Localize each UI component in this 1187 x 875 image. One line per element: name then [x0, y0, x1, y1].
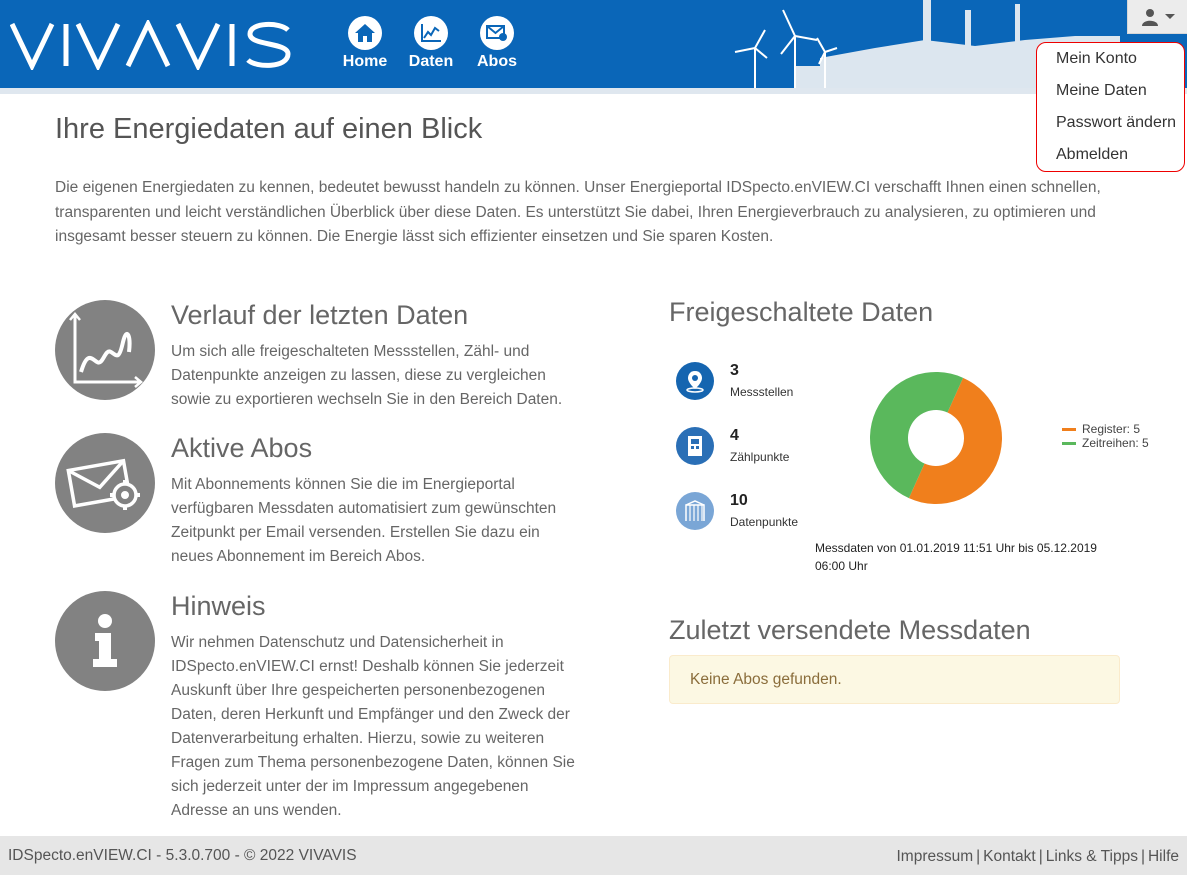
chevron-down-icon — [1165, 14, 1175, 19]
stat-zaehlpunkte-label: Zählpunkte — [730, 450, 790, 464]
footer-link-impressum[interactable]: Impressum — [896, 848, 974, 865]
menu-item-passwort-aendern[interactable]: Passwort ändern — [1056, 114, 1177, 131]
location-pin-icon — [676, 362, 714, 400]
feature-hinweis-title: Hinweis — [171, 591, 266, 621]
vivavis-logo[interactable] — [10, 20, 295, 70]
legend-label-register: Register: 5 — [1082, 422, 1141, 436]
footer-link-hilfe[interactable]: Hilfe — [1147, 848, 1179, 865]
nav-home-label: Home — [342, 53, 388, 70]
main-nav — [332, 16, 530, 71]
legend-label-zeitreihen: Zeitreihen: 5 — [1082, 436, 1149, 450]
feature-verlauf-text: Um sich alle freigeschalteten Messstellen, Zähl- und Datenpunkte anzeigen zu lassen, diese zu vergleichen sowie zu exportieren wechseln Sie in den Bereich Daten. — [171, 343, 563, 408]
legend-item-zeitreihen — [1062, 436, 1149, 450]
top-header — [0, 0, 1187, 88]
user-icon — [1141, 8, 1159, 26]
stat-datenpunkte-label: Datenpunkte — [730, 515, 799, 529]
legend-item-register — [1062, 422, 1149, 436]
recent-data-title: Zuletzt versendete Messdaten — [669, 615, 1031, 645]
nav-abos[interactable] — [464, 16, 530, 71]
chart-legend — [1062, 422, 1149, 450]
feature-hinweis-text: Wir nehmen Datenschutz und Datensicherheit in IDSpecto.enVIEW.CI ernst! Deshalb können Sie jederzeit Auskunft über Ihre gespeicherten personenbezogenen Daten, deren Herkunft und Empfänger und den Zweck der Datenverarbeitung erhalten. Hierzu, sowie zu weiteren Fragen zum Thema personenbezogene Daten, können Sie sich jederzeit unter der im Impressum angegebenen Adresse an uns wenden. — [171, 634, 575, 819]
nav-daten-label: Daten — [408, 53, 454, 70]
released-data-donut-chart — [866, 368, 1006, 508]
header-bottom-strip — [0, 88, 1187, 94]
menu-item-abmelden[interactable]: Abmelden — [1056, 146, 1129, 163]
nav-daten[interactable] — [398, 16, 464, 71]
line-chart-icon — [55, 300, 155, 400]
no-subscriptions-alert: Keine Abos gefunden. — [669, 655, 1120, 704]
nav-home[interactable] — [332, 16, 398, 71]
footer-version: IDSpecto.enVIEW.CI - 5.3.0.700 - © 2022 VIVAVIS — [8, 847, 357, 864]
stat-messstellen-label: Messstellen — [730, 385, 794, 399]
page-title: Ihre Energiedaten auf einen Blick — [55, 113, 483, 145]
legend-swatch-zeitreihen — [1062, 442, 1076, 445]
footer-link-kontakt[interactable]: Kontakt — [983, 848, 1036, 865]
meter-icon — [676, 427, 714, 465]
stat-datenpunkte-value: 10 — [730, 492, 748, 509]
menu-item-meine-daten[interactable]: Meine Daten — [1056, 82, 1147, 99]
legend-swatch-register — [1062, 428, 1076, 431]
intro-text: Die eigenen Energiedaten zu kennen, bedeutet bewusst handeln zu können. Unser Energieportal IDSpecto.enVIEW.CI verschafft Ihnen einen schnellen, transparenten und leicht verständlichen Überblick über diese Daten. Es unterstützt Sie dabei, Ihren Energieverbrauch zu analysieren, zu optimieren und insgesamt besser steuern zu können. Die Energie lässt sich effizienter einsetzen und Sie sparen Kosten. — [55, 179, 1101, 245]
chart-icon — [414, 16, 448, 50]
user-menu-button[interactable] — [1127, 0, 1187, 34]
measurement-range-text: Messdaten von 01.01.2019 11:51 Uhr bis 05.12.2019 06:00 Uhr — [815, 541, 1097, 573]
footer-link-links-tipps[interactable]: Links & Tipps — [1045, 848, 1138, 865]
feature-verlauf-title: Verlauf der letzten Daten — [171, 300, 469, 330]
stat-zaehlpunkte-value: 4 — [730, 427, 739, 444]
nav-abos-label: Abos — [477, 53, 517, 70]
user-dropdown-menu — [1036, 42, 1185, 172]
mail-icon — [480, 16, 514, 50]
info-icon — [55, 591, 155, 691]
released-data-title: Freigeschaltete Daten — [669, 297, 934, 327]
feature-abos-title: Aktive Abos — [171, 433, 313, 463]
footer-separator: | — [976, 848, 981, 865]
home-icon — [348, 16, 382, 50]
footer-separator: | — [1140, 848, 1145, 865]
menu-item-mein-konto[interactable]: Mein Konto — [1056, 50, 1137, 67]
mail-settings-icon — [55, 433, 155, 533]
feature-abos-text: Mit Abonnements können Sie die im Energieportal verfügbaren Messdaten automatisiert zum gewünschten Zeitpunkt per Email versenden. Erstellen Sie dazu ein neues Abonnement im Bereich Abos. — [171, 476, 557, 565]
footer-separator: | — [1038, 848, 1043, 865]
stat-messstellen-value: 3 — [730, 362, 739, 379]
building-icon — [676, 492, 714, 530]
footer — [0, 836, 1187, 875]
footer-links — [896, 848, 1179, 866]
